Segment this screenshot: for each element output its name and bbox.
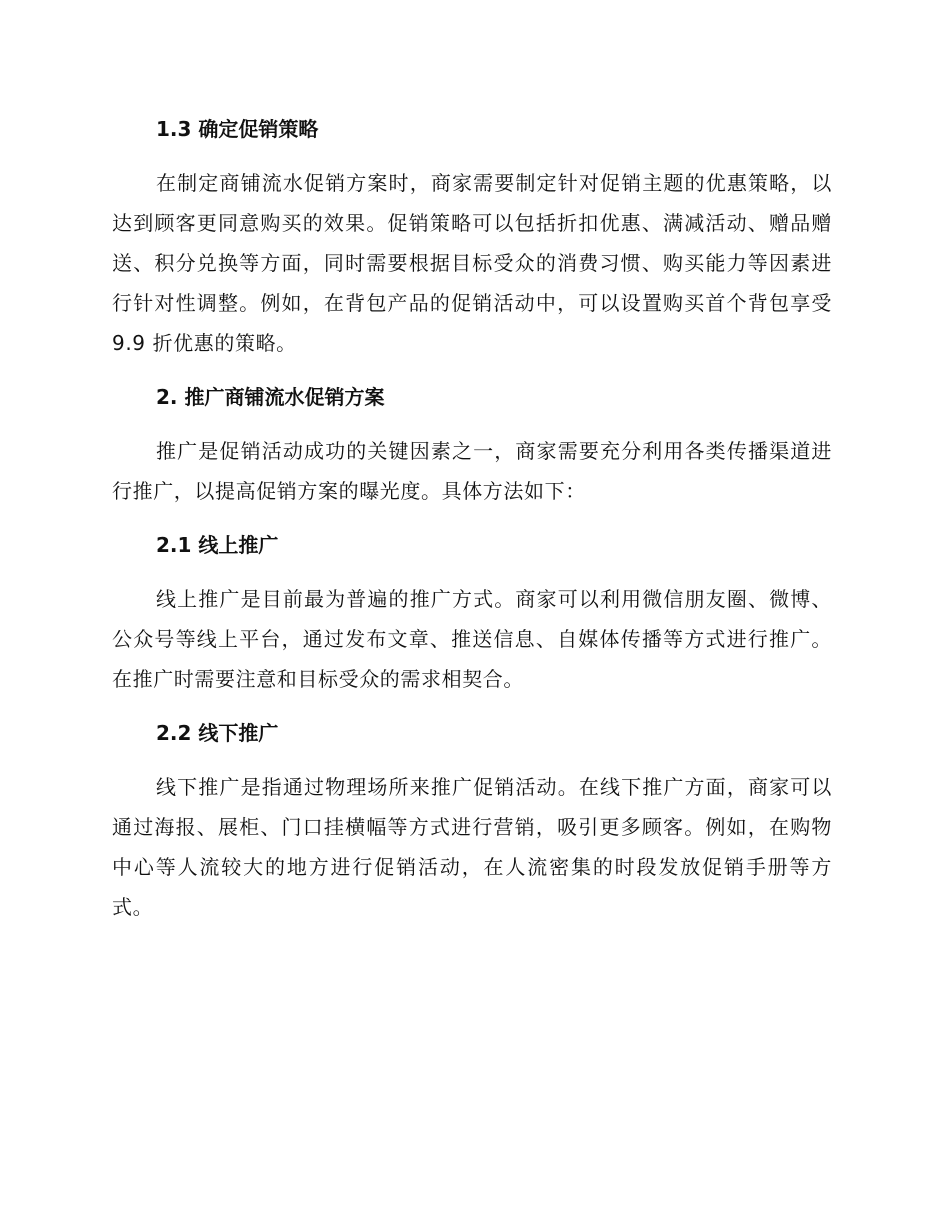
section-heading-2-2: 2.2 线下推广 [156, 721, 279, 745]
section-paragraph-2-1: 线上推广是目前最为普遍的推广方式。商家可以利用微信朋友圈、微博、公众号等线上平台，通过发布文章、推送信息、自媒体传播等方式进行推广。在推广时需要注意和目标受众的需求相契合。 [112, 587, 832, 691]
section-heading-2-1: 2.1 线上推广 [156, 533, 279, 557]
section-paragraph-2-2: 线下推广是指通过物理场所来推广促销活动。在线下推广方面，商家可以通过海报、展柜、门口挂横幅等方式进行营销，吸引更多顾客。例如，在购物中心等人流较大的地方进行促销活动，在人流密集的时段发放促销手册等方式。 [112, 775, 832, 919]
section-heading-2: 2. 推广商铺流水促销方案 [156, 385, 385, 409]
section-paragraph-2: 推广是促销活动成功的关键因素之一，商家需要充分利用各类传播渠道进行推广，以提高促销方案的曝光度。具体方法如下： [112, 439, 832, 503]
document-body [112, 111, 832, 927]
section-heading-1-3: 1.3 确定促销策略 [156, 117, 319, 141]
section-paragraph-1-3: 在制定商铺流水促销方案时，商家需要制定针对促销主题的优惠策略，以达到顾客更同意购买的效果。促销策略可以包括折扣优惠、满减活动、赠品赠送、积分兑换等方面，同时需要根据目标受众的消费习惯、购买能力等因素进行针对性调整。例如，在背包产品的促销活动中，可以设置购买首个背包享受 9.9 折优惠的策略。 [112, 171, 832, 355]
